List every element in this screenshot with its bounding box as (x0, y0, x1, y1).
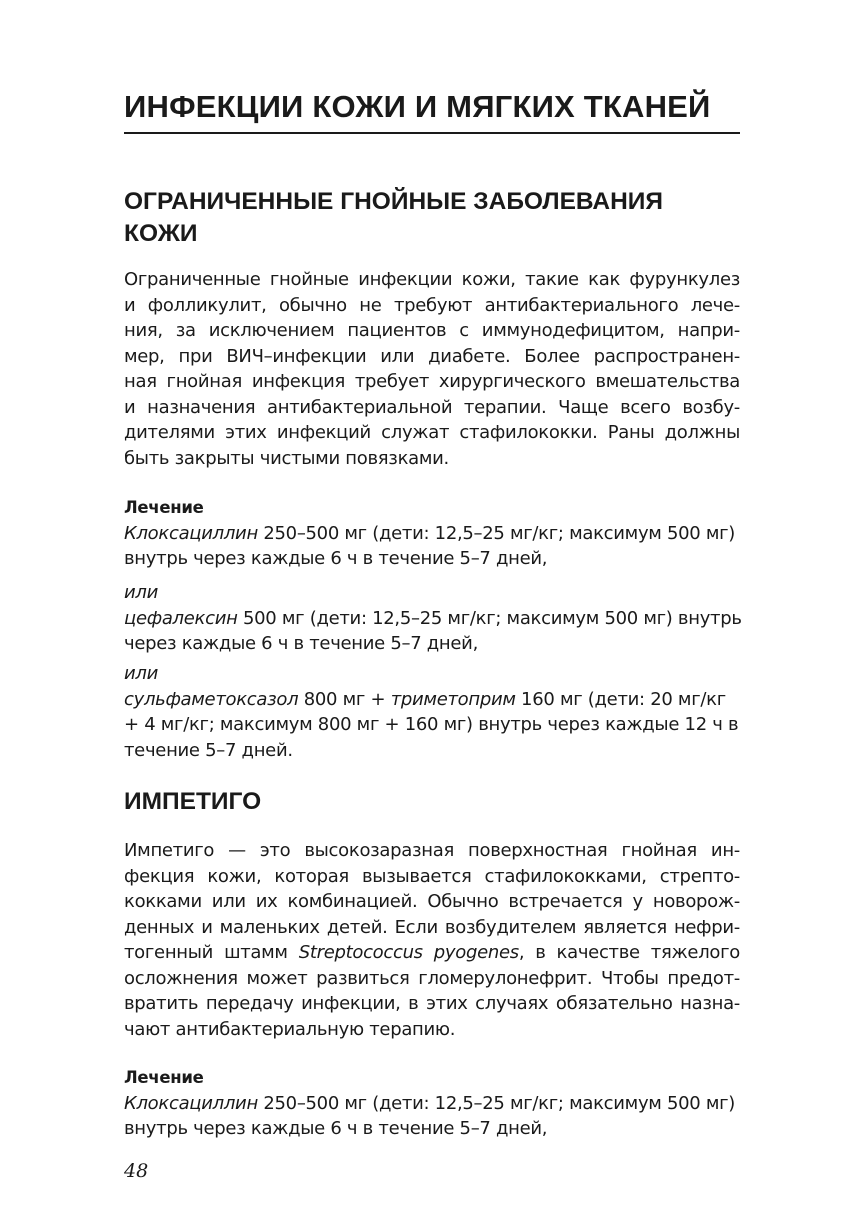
treatment-block-1 (124, 495, 740, 572)
section-title-line-1: ОГРАНИЧЕННЫЕ ГНОЙНЫЕ ЗАБОЛЕВАНИЯ (124, 188, 663, 215)
paragraph-line: денных и маленьких детей. Если возбудителем является нефри- (124, 916, 740, 938)
dosage-text: 800 мг + (298, 688, 391, 710)
dosage-text: 160 мг (дети: 20 мг/кг (515, 688, 726, 710)
page-number: 48 (124, 1160, 149, 1182)
paragraph-line: ния, за исключением пациентов с иммунодефицитом, напри- (124, 320, 740, 341)
prescription-line: течение 5–7 дней. (124, 739, 293, 761)
paragraph-localized-infections (124, 267, 740, 471)
drug-name: триметоприм (390, 688, 516, 710)
drug-name: Клоксациллин (124, 1092, 258, 1114)
section-title-impetigo: ИМПЕТИГО (124, 788, 262, 815)
paragraph-line: и фолликулит, обычно не требуют антибактериального лече- (124, 294, 740, 316)
or-label: или (124, 663, 159, 684)
prescription-line (124, 687, 740, 713)
paragraph-line: кокками или их комбинацией. Обычно встречается у новорож- (124, 891, 740, 912)
section-title-localized-infections (124, 186, 740, 250)
drug-name: сульфаметоксазол (124, 688, 299, 710)
dosage-text: 250–500 мг (дети: 12,5–25 мг/кг; максимум 500 мг) (257, 1092, 736, 1114)
paragraph-line: Ограниченные гнойные инфекции кожи, такие как фурункулез (124, 269, 740, 290)
paragraph-line: осложнения может развиться гломерулонефрит. Чтобы предот- (124, 967, 740, 989)
paragraph-line: фекция кожи, которая вызывается стафилококками, стрепто- (124, 865, 740, 887)
chapter-title: ИНФЕКЦИИ КОЖИ И МЯГКИХ ТКАНЕЙ (124, 86, 740, 134)
section-title-line-2: КОЖИ (124, 220, 198, 247)
or-label: или (124, 582, 159, 603)
paragraph-line: ная гнойная инфекция требует хирургического вмешательства (124, 371, 740, 392)
prescription-line: внутрь через каждые 6 ч в течение 5–7 дней, (124, 548, 548, 569)
drug-name: Клоксациллин (124, 522, 258, 544)
prescription-line (124, 606, 740, 632)
treatment-label: Лечение (124, 1068, 204, 1087)
paragraph-impetigo (124, 838, 740, 1042)
paragraph-line: и назначения антибактериальной терапии. Чаще всего возбу- (124, 396, 740, 418)
prescription-line (124, 521, 740, 547)
treatment-label: Лечение (124, 498, 204, 517)
drug-name: цефалексин (124, 607, 238, 629)
prescription-line: внутрь через каждые 6 ч в течение 5–7 дней, (124, 1118, 548, 1139)
paragraph-line: дителями этих инфекций служат стафилококки. Раны должны (124, 422, 740, 443)
dosage-text: 250–500 мг (дети: 12,5–25 мг/кг; максимум 500 мг) (257, 522, 736, 544)
paragraph-line: быть закрыты чистыми повязками. (124, 447, 449, 469)
prescription-line (124, 1091, 740, 1117)
treatment-block-2 (124, 1065, 740, 1142)
dosage-text: 500 мг (дети: 12,5–25 мг/кг; максимум 500 мг) внутрь (237, 607, 742, 629)
paragraph-line: чают антибактериальную терапию. (124, 1018, 456, 1040)
pathogen-name: Streptococcus pyogenes (298, 942, 519, 963)
paragraph-line: мер, при ВИЧ–инфекции или диабете. Более распространен- (124, 345, 740, 367)
prescription-line: + 4 мг/кг; максимум 800 мг + 160 мг) внутрь через каждые 12 ч в (124, 714, 739, 735)
prescription-line: через каждые 6 ч в течение 5–7 дней, (124, 633, 478, 654)
treatment-alternative-2 (124, 661, 740, 763)
paragraph-line: Импетиго — это высокозаразная поверхностная гнойная ин- (124, 840, 740, 861)
paragraph-line: тогенный штамм Streptococcus pyogenes, в качестве тяжелого (124, 942, 740, 963)
paragraph-line: вратить передачу инфекции, в этих случаях обязательно назна- (124, 993, 740, 1014)
treatment-alternative-1 (124, 580, 740, 657)
